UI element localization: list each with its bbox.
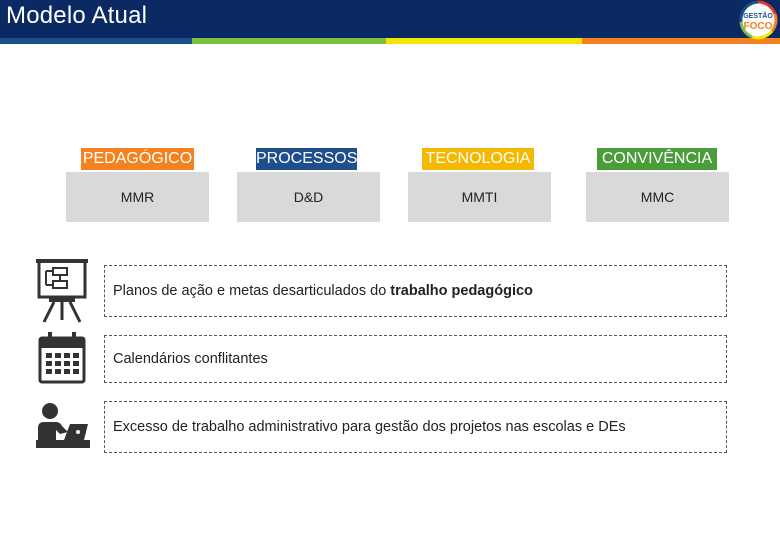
- page-title: Modelo Atual: [6, 2, 148, 29]
- logo-text-line1: GESTÃO: [743, 13, 773, 20]
- gestao-foco-logo: [738, 0, 778, 40]
- header-bar: [0, 0, 780, 38]
- issue-text: Excesso de trabalho administrativo para gestão dos projetos nas escolas e DEs: [113, 419, 626, 435]
- category-label-tecnologia: TECNOLOGIA: [422, 148, 534, 170]
- issue-text: Calendários conflitantes: [113, 351, 268, 367]
- issue-row-planos: [104, 265, 727, 317]
- category-label-convivencia: CONVIVÊNCIA: [597, 148, 717, 170]
- issue-row-calendarios: [104, 335, 727, 383]
- issue-row-excesso: [104, 401, 727, 453]
- category-value-mmc: MMC: [586, 172, 729, 222]
- header-stripe-yellow: [386, 38, 582, 44]
- calendar-icon: [38, 330, 86, 384]
- issue-text: Planos de ação e metas desarticulados do trabalho pedagógico: [113, 283, 533, 299]
- logo-text-line2: FOCO: [743, 21, 773, 32]
- header-stripe-blue: [0, 38, 192, 44]
- category-value-mmr: MMR: [66, 172, 209, 222]
- category-value-dd: D&D: [237, 172, 380, 222]
- person-at-laptop-icon: [36, 402, 90, 450]
- presentation-board-icon: [36, 258, 88, 324]
- category-value-mmti: MMTI: [408, 172, 551, 222]
- category-label-processos: PROCESSOS: [256, 148, 357, 170]
- category-label-pedagogico: PEDAGÓGICO: [81, 148, 194, 170]
- header-stripe-green: [192, 38, 386, 44]
